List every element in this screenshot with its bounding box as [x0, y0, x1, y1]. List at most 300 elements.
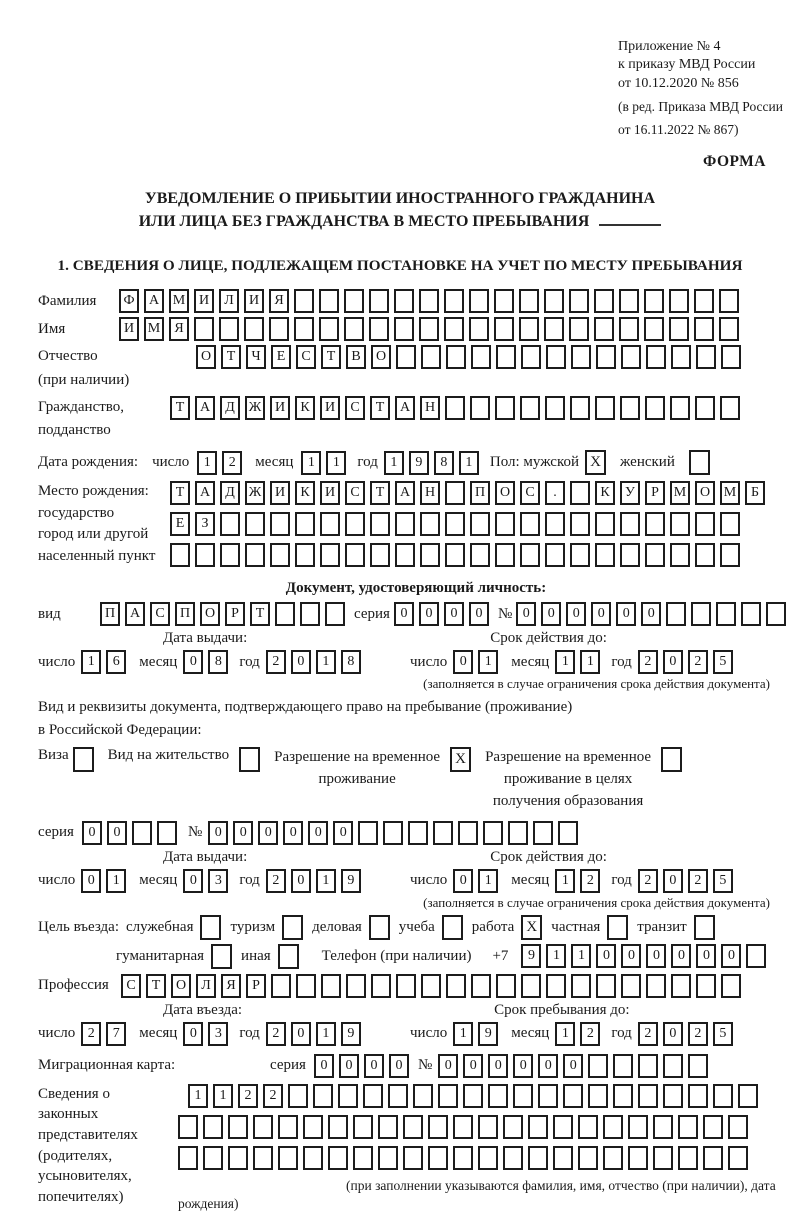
char-cell[interactable] [408, 821, 428, 845]
char-cell[interactable]: А [144, 289, 164, 313]
char-cell[interactable] [578, 1115, 598, 1139]
char-cell[interactable]: 0 [258, 821, 278, 845]
char-cell[interactable]: 2 [222, 451, 242, 475]
char-cell[interactable] [370, 512, 390, 536]
char-cell[interactable] [570, 481, 590, 505]
char-cell[interactable]: 0 [291, 650, 311, 674]
char-cell[interactable] [395, 512, 415, 536]
char-cell[interactable]: 0 [469, 602, 489, 626]
char-cell[interactable] [620, 512, 640, 536]
char-cell[interactable] [528, 1115, 548, 1139]
char-cell[interactable]: Д [220, 481, 240, 505]
char-cell[interactable]: 0 [314, 1054, 334, 1078]
char-cell[interactable] [471, 345, 491, 369]
char-cell[interactable] [271, 974, 291, 998]
char-cell[interactable] [719, 317, 739, 341]
char-cell[interactable] [720, 512, 740, 536]
char-cell[interactable] [194, 317, 214, 341]
char-cell[interactable]: Я [169, 317, 189, 341]
char-cell[interactable] [508, 821, 528, 845]
char-cell[interactable]: Е [170, 512, 190, 536]
char-cell[interactable]: Ж [245, 481, 265, 505]
char-cell[interactable] [228, 1146, 248, 1170]
char-cell[interactable]: 0 [183, 1022, 203, 1046]
char-cell[interactable] [594, 289, 614, 313]
char-cell[interactable] [369, 289, 389, 313]
char-cell[interactable] [303, 1146, 323, 1170]
char-cell[interactable]: С [150, 602, 170, 626]
char-cell[interactable] [394, 317, 414, 341]
char-cell[interactable]: 1 [478, 650, 498, 674]
char-cell[interactable] [666, 602, 686, 626]
char-cell[interactable] [620, 543, 640, 567]
char-cell[interactable] [483, 821, 503, 845]
char-cell[interactable] [394, 289, 414, 313]
char-cell[interactable]: 2 [266, 650, 286, 674]
char-cell[interactable]: 0 [463, 1054, 483, 1078]
char-cell[interactable] [245, 543, 265, 567]
char-cell[interactable] [445, 512, 465, 536]
char-cell[interactable]: 0 [389, 1054, 409, 1078]
char-cell[interactable]: 2 [263, 1084, 283, 1108]
temp-residence-edu-checkbox[interactable] [661, 747, 682, 772]
char-cell[interactable] [746, 944, 766, 968]
char-cell[interactable] [494, 289, 514, 313]
char-cell[interactable]: И [320, 396, 340, 420]
char-cell[interactable]: О [695, 481, 715, 505]
char-cell[interactable] [320, 512, 340, 536]
char-cell[interactable] [470, 543, 490, 567]
char-cell[interactable]: 0 [453, 869, 473, 893]
char-cell[interactable]: 0 [721, 944, 741, 968]
char-cell[interactable] [503, 1146, 523, 1170]
char-cell[interactable]: 0 [394, 602, 414, 626]
char-cell[interactable] [638, 1054, 658, 1078]
char-cell[interactable]: Т [221, 345, 241, 369]
char-cell[interactable] [545, 396, 565, 420]
purpose-humanitarian-checkbox[interactable] [211, 944, 232, 969]
char-cell[interactable]: 0 [438, 1054, 458, 1078]
char-cell[interactable]: 9 [341, 1022, 361, 1046]
char-cell[interactable]: 1 [316, 869, 336, 893]
char-cell[interactable] [596, 974, 616, 998]
char-cell[interactable] [545, 512, 565, 536]
char-cell[interactable] [544, 289, 564, 313]
char-cell[interactable] [570, 512, 590, 536]
char-cell[interactable] [495, 543, 515, 567]
char-cell[interactable]: 0 [444, 602, 464, 626]
char-cell[interactable] [319, 317, 339, 341]
char-cell[interactable] [645, 396, 665, 420]
char-cell[interactable] [670, 396, 690, 420]
char-cell[interactable] [558, 821, 578, 845]
purpose-private-checkbox[interactable] [607, 915, 628, 940]
char-cell[interactable]: 1 [555, 869, 575, 893]
char-cell[interactable]: 2 [688, 650, 708, 674]
purpose-study-checkbox[interactable] [442, 915, 463, 940]
char-cell[interactable] [320, 543, 340, 567]
char-cell[interactable]: 1 [384, 451, 404, 475]
char-cell[interactable]: 2 [580, 869, 600, 893]
char-cell[interactable] [363, 1084, 383, 1108]
char-cell[interactable]: Н [420, 481, 440, 505]
char-cell[interactable]: Б [745, 481, 765, 505]
char-cell[interactable] [446, 345, 466, 369]
char-cell[interactable]: 1 [478, 869, 498, 893]
char-cell[interactable] [621, 974, 641, 998]
char-cell[interactable] [563, 1084, 583, 1108]
char-cell[interactable] [538, 1084, 558, 1108]
char-cell[interactable] [669, 289, 689, 313]
char-cell[interactable]: 0 [183, 869, 203, 893]
char-cell[interactable]: П [470, 481, 490, 505]
char-cell[interactable]: 2 [688, 869, 708, 893]
char-cell[interactable]: С [345, 396, 365, 420]
char-cell[interactable] [595, 396, 615, 420]
char-cell[interactable] [578, 1146, 598, 1170]
char-cell[interactable]: 5 [713, 869, 733, 893]
char-cell[interactable]: 0 [541, 602, 561, 626]
char-cell[interactable]: 6 [106, 650, 126, 674]
char-cell[interactable]: О [495, 481, 515, 505]
char-cell[interactable] [319, 289, 339, 313]
temp-residence-checkbox[interactable]: X [450, 747, 471, 772]
char-cell[interactable] [353, 1146, 373, 1170]
char-cell[interactable]: 9 [478, 1022, 498, 1046]
char-cell[interactable] [521, 345, 541, 369]
char-cell[interactable] [528, 1146, 548, 1170]
char-cell[interactable] [570, 543, 590, 567]
char-cell[interactable]: С [520, 481, 540, 505]
char-cell[interactable] [546, 345, 566, 369]
char-cell[interactable] [203, 1146, 223, 1170]
char-cell[interactable]: С [296, 345, 316, 369]
char-cell[interactable] [513, 1084, 533, 1108]
char-cell[interactable] [653, 1115, 673, 1139]
char-cell[interactable]: Л [196, 974, 216, 998]
char-cell[interactable]: 0 [107, 821, 127, 845]
char-cell[interactable]: М [720, 481, 740, 505]
char-cell[interactable] [458, 821, 478, 845]
char-cell[interactable] [253, 1115, 273, 1139]
char-cell[interactable] [638, 1084, 658, 1108]
char-cell[interactable] [678, 1115, 698, 1139]
char-cell[interactable] [220, 543, 240, 567]
char-cell[interactable]: 0 [333, 821, 353, 845]
char-cell[interactable] [570, 396, 590, 420]
char-cell[interactable] [520, 512, 540, 536]
char-cell[interactable] [396, 345, 416, 369]
char-cell[interactable]: 2 [638, 1022, 658, 1046]
char-cell[interactable] [178, 1115, 198, 1139]
char-cell[interactable]: А [395, 481, 415, 505]
char-cell[interactable] [445, 481, 465, 505]
char-cell[interactable]: 1 [316, 1022, 336, 1046]
char-cell[interactable]: 0 [183, 650, 203, 674]
char-cell[interactable]: 0 [616, 602, 636, 626]
char-cell[interactable]: 8 [208, 650, 228, 674]
char-cell[interactable]: 0 [671, 944, 691, 968]
char-cell[interactable]: 1 [555, 1022, 575, 1046]
visa-checkbox[interactable] [73, 747, 94, 772]
char-cell[interactable]: 0 [646, 944, 666, 968]
char-cell[interactable] [653, 1146, 673, 1170]
char-cell[interactable] [288, 1084, 308, 1108]
char-cell[interactable] [670, 512, 690, 536]
char-cell[interactable] [470, 396, 490, 420]
char-cell[interactable] [471, 974, 491, 998]
char-cell[interactable] [671, 974, 691, 998]
char-cell[interactable]: 1 [106, 869, 126, 893]
char-cell[interactable]: . [545, 481, 565, 505]
char-cell[interactable] [520, 396, 540, 420]
char-cell[interactable] [628, 1146, 648, 1170]
char-cell[interactable]: Т [321, 345, 341, 369]
char-cell[interactable] [594, 317, 614, 341]
char-cell[interactable]: Т [146, 974, 166, 998]
char-cell[interactable] [621, 345, 641, 369]
char-cell[interactable] [688, 1054, 708, 1078]
char-cell[interactable] [345, 512, 365, 536]
char-cell[interactable]: Р [225, 602, 245, 626]
char-cell[interactable] [521, 974, 541, 998]
char-cell[interactable]: П [100, 602, 120, 626]
char-cell[interactable] [294, 289, 314, 313]
char-cell[interactable]: И [320, 481, 340, 505]
char-cell[interactable]: Т [250, 602, 270, 626]
char-cell[interactable] [721, 974, 741, 998]
char-cell[interactable] [721, 345, 741, 369]
char-cell[interactable] [696, 974, 716, 998]
char-cell[interactable]: З [195, 512, 215, 536]
char-cell[interactable]: 1 [301, 451, 321, 475]
char-cell[interactable] [328, 1146, 348, 1170]
char-cell[interactable] [228, 1115, 248, 1139]
char-cell[interactable] [445, 543, 465, 567]
char-cell[interactable] [741, 602, 761, 626]
char-cell[interactable] [728, 1146, 748, 1170]
char-cell[interactable] [278, 1146, 298, 1170]
char-cell[interactable] [378, 1146, 398, 1170]
char-cell[interactable]: Т [170, 396, 190, 420]
char-cell[interactable]: 0 [233, 821, 253, 845]
char-cell[interactable]: Р [246, 974, 266, 998]
char-cell[interactable] [157, 821, 177, 845]
char-cell[interactable] [203, 1115, 223, 1139]
char-cell[interactable] [388, 1084, 408, 1108]
char-cell[interactable]: Ж [245, 396, 265, 420]
char-cell[interactable]: Р [645, 481, 665, 505]
char-cell[interactable]: М [169, 289, 189, 313]
residence-permit-checkbox[interactable] [239, 747, 260, 772]
char-cell[interactable] [478, 1146, 498, 1170]
char-cell[interactable] [553, 1115, 573, 1139]
char-cell[interactable] [738, 1084, 758, 1108]
char-cell[interactable] [688, 1084, 708, 1108]
char-cell[interactable] [453, 1115, 473, 1139]
char-cell[interactable]: 0 [291, 869, 311, 893]
char-cell[interactable] [544, 317, 564, 341]
sex-female-checkbox[interactable] [689, 450, 710, 475]
char-cell[interactable] [695, 512, 715, 536]
char-cell[interactable] [325, 602, 345, 626]
char-cell[interactable] [295, 512, 315, 536]
sex-male-checkbox[interactable]: X [585, 450, 606, 475]
char-cell[interactable] [595, 543, 615, 567]
char-cell[interactable] [294, 317, 314, 341]
char-cell[interactable]: О [371, 345, 391, 369]
char-cell[interactable]: 0 [641, 602, 661, 626]
char-cell[interactable] [546, 974, 566, 998]
char-cell[interactable]: 2 [688, 1022, 708, 1046]
char-cell[interactable] [421, 345, 441, 369]
char-cell[interactable]: 0 [663, 869, 683, 893]
char-cell[interactable] [670, 543, 690, 567]
char-cell[interactable] [545, 543, 565, 567]
char-cell[interactable]: 0 [596, 944, 616, 968]
char-cell[interactable] [495, 512, 515, 536]
char-cell[interactable] [178, 1146, 198, 1170]
char-cell[interactable] [413, 1084, 433, 1108]
char-cell[interactable] [595, 512, 615, 536]
char-cell[interactable] [695, 396, 715, 420]
char-cell[interactable]: К [295, 481, 315, 505]
char-cell[interactable] [358, 821, 378, 845]
char-cell[interactable] [728, 1115, 748, 1139]
char-cell[interactable] [478, 1115, 498, 1139]
char-cell[interactable] [663, 1084, 683, 1108]
char-cell[interactable] [220, 512, 240, 536]
char-cell[interactable] [270, 543, 290, 567]
char-cell[interactable] [496, 345, 516, 369]
char-cell[interactable] [419, 289, 439, 313]
char-cell[interactable] [170, 543, 190, 567]
char-cell[interactable]: 1 [316, 650, 336, 674]
char-cell[interactable] [571, 974, 591, 998]
char-cell[interactable]: Ф [119, 289, 139, 313]
char-cell[interactable] [321, 974, 341, 998]
char-cell[interactable] [371, 974, 391, 998]
char-cell[interactable]: 1 [571, 944, 591, 968]
char-cell[interactable] [470, 512, 490, 536]
char-cell[interactable]: Ч [246, 345, 266, 369]
char-cell[interactable]: 1 [188, 1084, 208, 1108]
char-cell[interactable]: 8 [341, 650, 361, 674]
char-cell[interactable] [719, 289, 739, 313]
char-cell[interactable] [428, 1115, 448, 1139]
char-cell[interactable]: Т [170, 481, 190, 505]
char-cell[interactable] [713, 1084, 733, 1108]
char-cell[interactable]: И [270, 396, 290, 420]
purpose-tourism-checkbox[interactable] [282, 915, 303, 940]
char-cell[interactable]: 2 [638, 650, 658, 674]
char-cell[interactable] [444, 289, 464, 313]
char-cell[interactable] [383, 821, 403, 845]
char-cell[interactable] [369, 317, 389, 341]
char-cell[interactable]: А [195, 481, 215, 505]
char-cell[interactable]: 0 [364, 1054, 384, 1078]
char-cell[interactable]: Л [219, 289, 239, 313]
char-cell[interactable] [428, 1146, 448, 1170]
char-cell[interactable]: 8 [434, 451, 454, 475]
char-cell[interactable] [553, 1146, 573, 1170]
char-cell[interactable] [433, 821, 453, 845]
char-cell[interactable] [694, 289, 714, 313]
char-cell[interactable] [519, 317, 539, 341]
char-cell[interactable] [646, 345, 666, 369]
char-cell[interactable]: 0 [453, 650, 473, 674]
char-cell[interactable]: С [121, 974, 141, 998]
char-cell[interactable] [645, 512, 665, 536]
char-cell[interactable] [463, 1084, 483, 1108]
char-cell[interactable]: М [670, 481, 690, 505]
char-cell[interactable]: 1 [326, 451, 346, 475]
char-cell[interactable]: К [295, 396, 315, 420]
char-cell[interactable] [644, 317, 664, 341]
char-cell[interactable]: 0 [291, 1022, 311, 1046]
char-cell[interactable]: О [200, 602, 220, 626]
char-cell[interactable]: 0 [208, 821, 228, 845]
char-cell[interactable]: У [620, 481, 640, 505]
char-cell[interactable]: О [196, 345, 216, 369]
char-cell[interactable]: 1 [453, 1022, 473, 1046]
char-cell[interactable]: 2 [238, 1084, 258, 1108]
purpose-transit-checkbox[interactable] [694, 915, 715, 940]
char-cell[interactable] [695, 543, 715, 567]
char-cell[interactable] [520, 543, 540, 567]
char-cell[interactable] [628, 1115, 648, 1139]
char-cell[interactable] [613, 1054, 633, 1078]
char-cell[interactable] [278, 1115, 298, 1139]
char-cell[interactable] [569, 289, 589, 313]
char-cell[interactable] [328, 1115, 348, 1139]
char-cell[interactable]: 0 [563, 1054, 583, 1078]
char-cell[interactable] [603, 1115, 623, 1139]
char-cell[interactable]: К [595, 481, 615, 505]
char-cell[interactable] [295, 543, 315, 567]
char-cell[interactable]: 5 [713, 650, 733, 674]
char-cell[interactable] [671, 345, 691, 369]
char-cell[interactable]: 0 [591, 602, 611, 626]
char-cell[interactable]: 0 [663, 1022, 683, 1046]
char-cell[interactable]: 0 [566, 602, 586, 626]
char-cell[interactable] [378, 1115, 398, 1139]
purpose-official-checkbox[interactable] [200, 915, 221, 940]
char-cell[interactable] [691, 602, 711, 626]
char-cell[interactable] [396, 974, 416, 998]
char-cell[interactable]: Н [420, 396, 440, 420]
char-cell[interactable] [438, 1084, 458, 1108]
char-cell[interactable] [494, 317, 514, 341]
char-cell[interactable] [344, 289, 364, 313]
purpose-other-checkbox[interactable] [278, 944, 299, 969]
char-cell[interactable]: И [244, 289, 264, 313]
char-cell[interactable] [503, 1115, 523, 1139]
char-cell[interactable]: 5 [713, 1022, 733, 1046]
char-cell[interactable] [720, 543, 740, 567]
char-cell[interactable] [569, 317, 589, 341]
char-cell[interactable] [645, 543, 665, 567]
char-cell[interactable]: 0 [621, 944, 641, 968]
char-cell[interactable]: 1 [459, 451, 479, 475]
char-cell[interactable] [132, 821, 152, 845]
char-cell[interactable]: Т [370, 396, 390, 420]
char-cell[interactable]: 0 [538, 1054, 558, 1078]
char-cell[interactable]: Е [271, 345, 291, 369]
char-cell[interactable]: А [395, 396, 415, 420]
char-cell[interactable] [313, 1084, 333, 1108]
char-cell[interactable] [588, 1084, 608, 1108]
